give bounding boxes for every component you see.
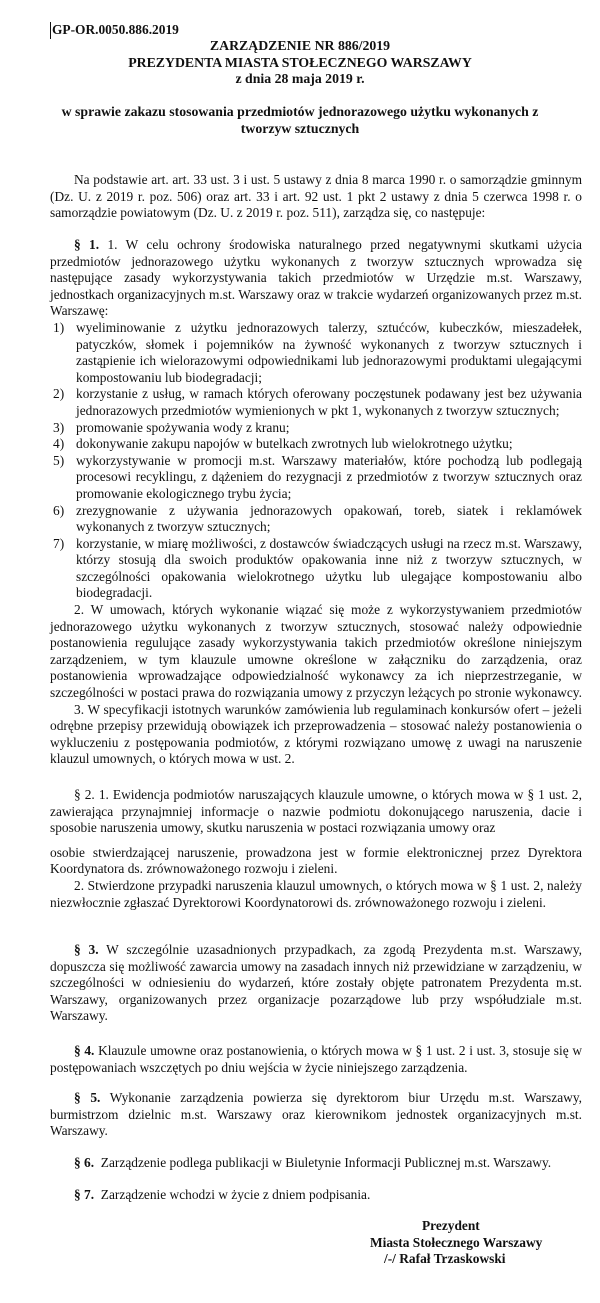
list-item: 5) wykorzystywanie w promocji m.st. Warszawy materiałów, które pochodzą lub podlegają procesowi recyklingu, z dążeniem do rezygnacji z przedmiotów z tworzyw sztucznych oraz promowanie ekologicznego trybu życia;: [53, 452, 582, 501]
list-item: 6) zrezygnowanie z używania jednorazowych opakowań, toreb, siatek i reklamówek wykonanych z tworzyw sztucznych;: [53, 502, 582, 535]
section-2-ust-1-part-2: osobie stwierdzającej naruszenie, prowadzona jest w formie elektronicznej przez Dyrektora Koordynatora ds. zrównoważonego rozwoju i zieleni.: [50, 844, 582, 877]
list-item: 2) korzystanie z usług, w ramach których oferowany poczęstunek podawany jest bez używania jednorazowych przedmiotów wymienionych w pkt 1, wykonanych z tworzyw sztucznych;: [53, 386, 582, 418]
section-4-text: Klauzule umowne oraz postanowienia, o których mowa w § 1 ust. 2 i ust. 3, stosuje się w postępowaniach wszczętych po dniu wejścia w życie niniejszego zarządzenia.: [50, 1043, 582, 1075]
section-1-ust-1-text: 1. W celu ochrony środowiska naturalnego przed negatywnymi skutkami użycia przedmiotów jednorazowego użytku wykonanych z tworzyw sztucznych wprowadza się następujące zasady wykorzystywania takich przedmiotów w Urzędzie m.st. Warszawy, jednostkach organizacyjnych m.st. Warszawy oraz w trakcie wydarzeń organizowanych przez m.st. Warszawę:: [50, 237, 582, 319]
section-5: [50, 1090, 582, 1140]
title-line-issuer: PREZYDENTA MIASTA STOŁECZNEGO WARSZAWY: [128, 54, 472, 70]
section-6: [50, 1155, 582, 1172]
title-line-ordinance-number: ZARZĄDZENIE NR 886/2019: [209, 38, 391, 53]
section-5-label: § 5.: [74, 1090, 101, 1105]
section-1-ust-2: 2. W umowach, których wykonanie wiązać się może z wykorzystywaniem przedmiotów jednorazowego użytku wykonanych z tworzyw sztucznych, stosować należy odpowiednie postanowienia regulujące zasady wykorzystywania takich przedmiotów określone niniejszym zarządzeniem, w tym klauzule umowne określone w załączniku do zarządzenia, oraz postanowienia wprowadzające odpowiedzialność wykonawcy za ich nieprzestrzeganie, w szczególności w postaci prawa do rozwiązania umowy z przyczyn leżących po stronie wykonawcy.: [50, 602, 582, 701]
document-subject: w sprawie zakazu stosowania przedmiotów jednorazowego użytku wykonanych z tworzyw sztucznych: [61, 104, 539, 136]
section-2-ust-2: 2. Stwierdzone przypadki naruszenia klauzul umownych, o których mowa w § 1 ust. 2, należy niezwłocznie zgłaszać Dyrektorowi Koordynatorowi ds. zrównoważonego rozwoju i zieleni.: [50, 877, 582, 910]
section-7-text: Zarządzenie wchodzi w życie z dniem podpisania.: [100, 1187, 371, 1202]
section-2-ust-1-part-1: § 2. 1. Ewidencja podmiotów naruszających klauzule umowne, o których mowa w § 1 ust. 2, zawierająca przynajmniej informacje o nazwie podmiotu dokonującego naruszenia, dacie i sposobie naruszenia umowy, skutku naruszenia w postaci rozwiązania umowy oraz: [50, 787, 582, 836]
section-5-text: Wykonanie zarządzenia powierza się dyrektorom biur Urzędu m.st. Warszawy, burmistrzom dzielnic m.st. Warszawy oraz kierownikom jednostek organizacyjnych m.st. Warszawy.: [50, 1090, 582, 1139]
list-item: 7) korzystanie, w miarę możliwości, z dostawców świadczących usługi na rzecz m.st. Warszawy, którzy stosują dla swoich produktów opakowania inne niż z tworzyw sztucznych, w szczególności opakowania wielokrotnego użytku lub ulegające kompostowaniu albo biodegradacji.: [53, 535, 582, 601]
section-1: [50, 237, 582, 768]
section-1-label: § 1.: [74, 237, 100, 252]
section-4-label: § 4.: [74, 1043, 95, 1058]
signature-name: /-/ Rafał Trzaskowski: [384, 1251, 506, 1266]
section-6-text: Zarządzenie podlega publikacji w Biuletynie Informacji Publicznej m.st. Warszawy.: [100, 1155, 552, 1170]
list-item: 4) dokonywanie zakupu napojów w butelkach zwrotnych lub wielokrotnego użytku;: [53, 436, 513, 452]
signature-title: Prezydent: [422, 1218, 480, 1233]
section-1-items-list: [50, 320, 582, 602]
section-7: [50, 1187, 582, 1204]
document-reference-number: GP-OR.0050.886.2019: [52, 22, 179, 37]
signature-block: [370, 1218, 542, 1268]
section-1-ust-1: [50, 237, 582, 320]
title-line-date: z dnia 28 maja 2019 r.: [235, 71, 365, 86]
preamble-text: Na podstawie art. art. 33 ust. 3 i ust. 5 ustawy z dnia 8 marca 1990 r. o samorządzie gminnym (Dz. U. z 2019 r. poz. 506) oraz art. 33 i art. 92 ust. 1 pkt 2 ustawy z dnia 5 czerwca 1998 r. o samorządzie powiatowym (Dz. U. z 2019 r. poz. 511), zarządza się, co następuje:: [50, 172, 582, 221]
list-item: 1) wyeliminowanie z użytku jednorazowych talerzy, sztućców, kubeczków, mieszadełek, patyczków, słomek i pojemników na żywność wykonanych z tworzyw sztucznych i zastąpienie ich wielorazowymi odpowiednikami lub jednorazowymi produktami ulegającymi kompostowaniu lub biodegradacji;: [53, 319, 582, 385]
section-3: [50, 942, 582, 1025]
section-3-label: § 3.: [74, 942, 99, 957]
document-title: [0, 38, 600, 88]
signature-office: Miasta Stołecznego Warszawy: [370, 1234, 543, 1250]
list-item: 3) promowanie spożywania wody z kranu;: [53, 419, 290, 435]
preamble-block: [50, 172, 582, 222]
section-7-label: § 7.: [74, 1187, 95, 1202]
section-1-ust-3: 3. W specyfikacji istotnych warunków zamówienia lub regulaminach konkursów ofert – jeżeli odrębne przepisy przewidują obowiązek ich przeprowadzenia – stosować należy postanowienia o wykluczeniu z postępowania podmiotów, z którymi rozwiązano umowę z uwagi na naruszenie klauzul umownych, o których mowa w ust. 2.: [50, 701, 582, 767]
section-2: [50, 787, 582, 911]
section-2-label: § 2.: [74, 787, 95, 802]
section-3-text: W szczególnie uzasadnionych przypadkach, za zgodą Prezydenta m.st. Warszawy, dopuszcza się możliwość zawarcia umowy na zasadach innych niż przewidziane w zarządzeniu, w szczególności w odniesieniu do wydarzeń, które zostały objęte patronatem Prezydenta m.st. Warszawy, organizowanych przez organizacje pozarządowe lub przy współudziale m.st. Warszawy.: [50, 942, 583, 1024]
section-6-label: § 6.: [74, 1155, 95, 1170]
section-4: [50, 1043, 582, 1076]
